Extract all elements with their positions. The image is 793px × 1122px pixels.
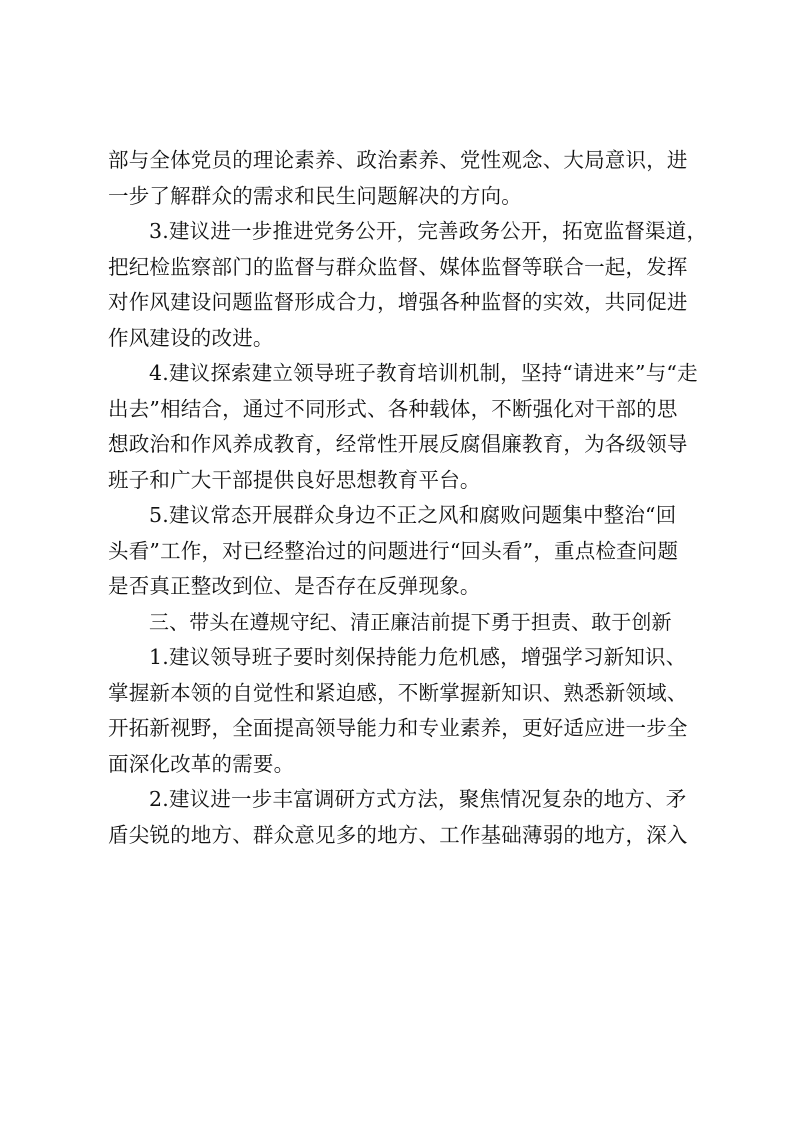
text-line: 出去”相结合，通过不同形式、各种载体，不断强化对干部的思: [108, 396, 678, 421]
text-line: 一步了解群众的需求和民生问题解决的方向。: [108, 183, 522, 208]
text-line: 部与全体党员的理论素养、政治素养、党性观念、大局意识，进: [108, 148, 688, 172]
paragraph-3-line: 3.建议进一步推进党务公开，完善政务公开，拓宽监督渠道，: [149, 219, 708, 243]
paragraph-1-line: 1.建议领导班子要时刻保持能力危机感，增强学习新知识、: [149, 645, 687, 669]
text-line: 对作风建设问题监督形成合力，增强各种监督的实效，共同促进: [108, 290, 688, 314]
paragraph-2-line: 2.建议进一步丰富调研方式方法，聚焦情况复杂的地方、矛: [149, 787, 687, 811]
text-line: 开拓新视野，全面提高领导能力和专业素养，更好适应进一步全: [108, 716, 688, 740]
text-line: 班子和广大干部提供良好思想教育平台。: [108, 467, 481, 492]
paragraph-4-line: 4.建议探索建立领导班子教育培训机制，坚持“请进来”与“走: [149, 361, 698, 385]
document-body: [108, 143, 708, 853]
text-line: 是否真正整改到位、是否存在反弹现象。: [108, 574, 481, 598]
section-heading: 三、带头在遵规守纪、清正廉洁前提下勇于担责、敢于创新: [149, 609, 672, 634]
text-line: 头看”工作，对已经整治过的问题进行“回头看”，重点检查问题: [108, 538, 679, 563]
text-line: 作风建设的改进。: [108, 325, 274, 350]
text-line: 把纪检监察部门的监督与群众监督、媒体监督等联合一起，发挥: [108, 254, 688, 279]
text-line: 盾尖锐的地方、群众意见多的地方、工作基础薄弱的地方，深入: [108, 822, 688, 847]
paragraph-5-line: 5.建议常态开展群众身边不正之风和腐败问题集中整治“回: [149, 503, 677, 527]
text-line: 想政治和作风养成教育，经常性开展反腐倡廉教育，为各级领导: [108, 432, 688, 456]
text-line: 面深化改革的需要。: [108, 751, 295, 776]
text-line: 掌握新本领的自觉性和紧迫感，不断掌握新知识、熟悉新领域、: [108, 680, 688, 705]
